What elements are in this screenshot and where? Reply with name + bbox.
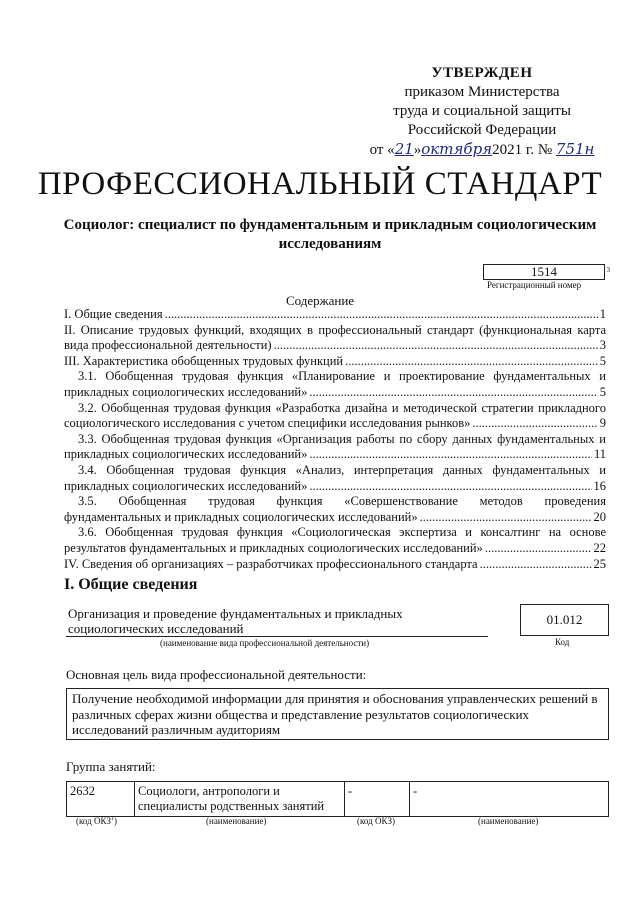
okz-code-caption: (код ОКЗ$^1$) (76, 816, 117, 826)
name-caption: (наименование) (206, 816, 267, 826)
table-row (67, 782, 609, 817)
toc-item[interactable]: 3.4. Обобщенная трудовая функция «Анализ, интерпретация данных фундаментальных и прикладных социологических исследований» ..... 16 (64, 463, 606, 494)
approval-line-1: приказом Министерства (404, 84, 560, 100)
table-of-contents (64, 307, 606, 572)
page-title: ПРОФЕССИОНАЛЬНЫЙ СТАНДАРТ (37, 166, 603, 202)
toc-item[interactable]: IV. Сведения об организациях – разработчиках профессионального стандарта ..... 25 (64, 557, 606, 573)
section-heading: I. Общие сведения (64, 576, 198, 593)
occupation-name-cell-2: - (410, 782, 609, 817)
registration-label: Регистрационный номер (487, 280, 582, 290)
date-mid: » (413, 142, 422, 158)
okz-code-cell: 2632 (67, 782, 135, 817)
registration-number-box (483, 264, 610, 280)
occupation-name-cell: Социологи, антропологи и специалисты родственных занятий (135, 782, 345, 817)
toc-heading: Содержание (285, 293, 355, 308)
toc-item[interactable]: II. Описание трудовых функций, входящих в профессиональный стандарт (функциональная карта вида профессиональной деятельности) ..... 3 (64, 323, 606, 354)
toc-item[interactable]: 3.6. Обобщенная трудовая функция «Социологическая экспертиза и консалтинг на основе результатов фундаментальных и прикладных социологических исследований» ..... 22 (64, 525, 606, 556)
toc-item[interactable]: 3.2. Обобщенная трудовая функция «Разработка дизайна и методической стратегии прикладного социологического исследования с учетом специфики исследования рынков» ..... 9 (64, 401, 606, 432)
approval-line-3: Российской Федерации (407, 122, 557, 138)
group-label: Группа занятий: (66, 759, 156, 774)
toc-item[interactable]: I. Общие сведения ..... 1 (64, 307, 606, 323)
name-caption-2: (наименование) (478, 816, 539, 826)
date-prefix: от « (369, 142, 395, 158)
toc-item[interactable]: III. Характеристика обобщенных трудовых функций ..... 5 (64, 354, 606, 370)
registration-number: 1514 (531, 264, 557, 279)
date-year: 2021 г. № (492, 142, 553, 158)
approval-title: УТВЕРЖДЕН (431, 65, 533, 81)
approval-line-2: труда и социальной защиты (393, 103, 571, 119)
order-number: 751н (555, 140, 595, 158)
toc-item[interactable]: 3.1. Обобщенная трудовая функция «Планирование и проектирование фундаментальных и прикладных социологических исследований» ..... 5 (64, 369, 606, 400)
activity-code: 01.012 (520, 604, 609, 636)
activity-caption: (наименование вида профессиональной деятельности) (160, 638, 370, 648)
toc-item[interactable]: 3.3. Обобщенная трудовая функция «Организация работы по сбору данных фундаментальных и прикладных социологических исследований» ..... 11 (64, 432, 606, 463)
activity-underline (66, 636, 488, 637)
goal-label: Основная цель вида профессиональной деятельности: (66, 667, 367, 682)
toc-item[interactable]: 3.5. Обобщенная трудовая функция «Совершенствование методов проведения фундаментальных и прикладных социологических исследований» ..... 20 (64, 494, 606, 525)
activity-kind: Организация и проведение фундаментальных и прикладных социологических исследований (68, 606, 403, 636)
date-day: 21 (394, 140, 414, 158)
goal-text: Получение необходимой информации для принятия и обоснования управленческих решений в различных сферах жизни общества и представление результатов социологических исследований различным аудиториям (66, 688, 609, 740)
activity-code-caption: Код (555, 637, 570, 647)
approval-date-line (362, 140, 602, 160)
approval-block (362, 64, 602, 160)
occupation-table (66, 781, 609, 817)
registration-corner-mark: 3 (606, 266, 610, 274)
standard-subtitle: Социолог: специалист по фундаментальным и прикладным социологическим исследованиям (63, 217, 597, 252)
date-month: октября (421, 140, 493, 158)
okz-code-caption-2: (код ОКЗ) (357, 816, 395, 826)
okz-code-cell-2: - (345, 782, 410, 817)
